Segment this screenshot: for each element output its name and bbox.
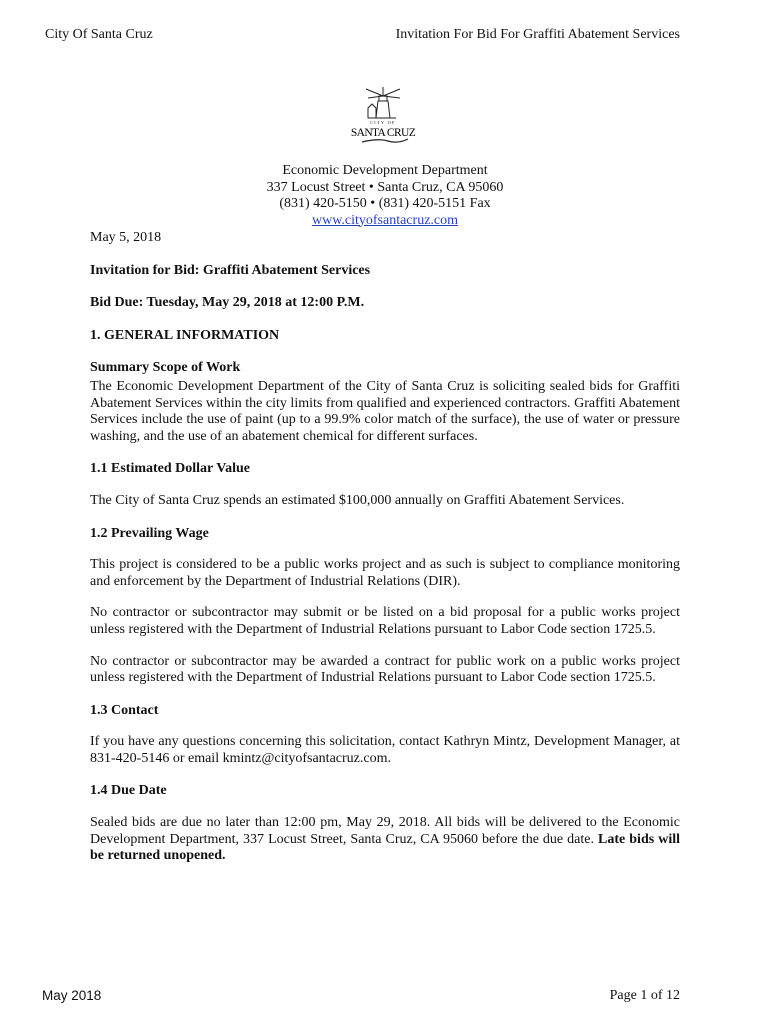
section-1-2-p2: No contractor or subcontractor may submit or be listed on a bid proposal for a public works project unless registered with the Department of Industrial Relations pursuant to Labor Code section 1725.5. xyxy=(90,605,680,637)
website-link[interactable]: www.cityofsantacruz.com xyxy=(311,212,459,228)
section-1-2-p3: No contractor or subcontractor may be awarded a contract for public work on a public works project unless registered with the Department of Industrial Relations pursuant to Labor Code section 1725.5. xyxy=(90,653,680,686)
summary-heading: Summary Scope of Work xyxy=(90,360,241,376)
section-1-4-heading: 1.4 Due Date xyxy=(90,783,167,799)
section-1-1-text: The City of Santa Cruz spends an estimated $100,000 annually on Graffiti Abatement Services. xyxy=(90,492,625,508)
summary-text: The Economic Development Department of the City of Santa Cruz is soliciting sealed bids for Graffiti Abatement Services within the city limits from qualified and experienced contractors. Graffiti Abatement Services include the use of paint (up to a 99.9% color match of the surface), the use of water or pressure washing, and the use of an abatement chemical for different surfaces. xyxy=(90,378,680,444)
street-address: 337 Locust Street • Santa Cruz, CA 95060 xyxy=(266,179,504,195)
section-1-3-text: If you have any questions concerning this solicitation, contact Kathryn Mintz, Development Manager, at 831-420-5146 or email kmintz@cityofsantacruz.com. xyxy=(90,734,680,766)
city-seal-logo xyxy=(338,84,428,154)
address-block xyxy=(0,163,770,229)
header-right: Invitation For Bid For Graffiti Abatement Services xyxy=(395,27,680,42)
section-1-1-heading: 1.1 Estimated Dollar Value xyxy=(90,461,250,477)
logo-small-text: CITY OF xyxy=(370,120,396,125)
section-1-4-text xyxy=(90,815,680,865)
due-date-text: Sealed bids are due no later than 12:00 pm, May 29, 2018. All bids will be delivered to the Economic Development Department, 337 Locust Street, Santa Cruz, CA 95060 before the due date. xyxy=(90,815,680,847)
footer-date: May 2018 xyxy=(42,988,102,1003)
document-date: May 5, 2018 xyxy=(90,230,162,245)
document-body xyxy=(90,230,680,865)
footer-page-number: Page 1 of 12 xyxy=(609,988,680,1003)
document-title: Invitation for Bid: Graffiti Abatement Services xyxy=(90,262,371,278)
phone-fax: (831) 420-5150 • (831) 420-5151 Fax xyxy=(279,196,491,211)
section-1-2-heading: 1.2 Prevailing Wage xyxy=(90,525,209,541)
logo-name: SANTA CRUZ xyxy=(350,127,416,139)
section-general-heading: 1. GENERAL INFORMATION xyxy=(90,327,280,343)
bid-due: Bid Due: Tuesday, May 29, 2018 at 12:00 P.M. xyxy=(90,295,365,311)
section-1-3-heading: 1.3 Contact xyxy=(90,702,159,718)
late-bids-warning: Late bids will be returned unopened. xyxy=(90,831,680,864)
section-1-2-p1: This project is considered to be a public works project and as such is subject to compliance monitoring and enforcement by the Department of Industrial Relations (DIR). xyxy=(90,557,680,589)
department-name: Economic Development Department xyxy=(282,163,488,178)
header-left: City Of Santa Cruz xyxy=(45,27,153,42)
